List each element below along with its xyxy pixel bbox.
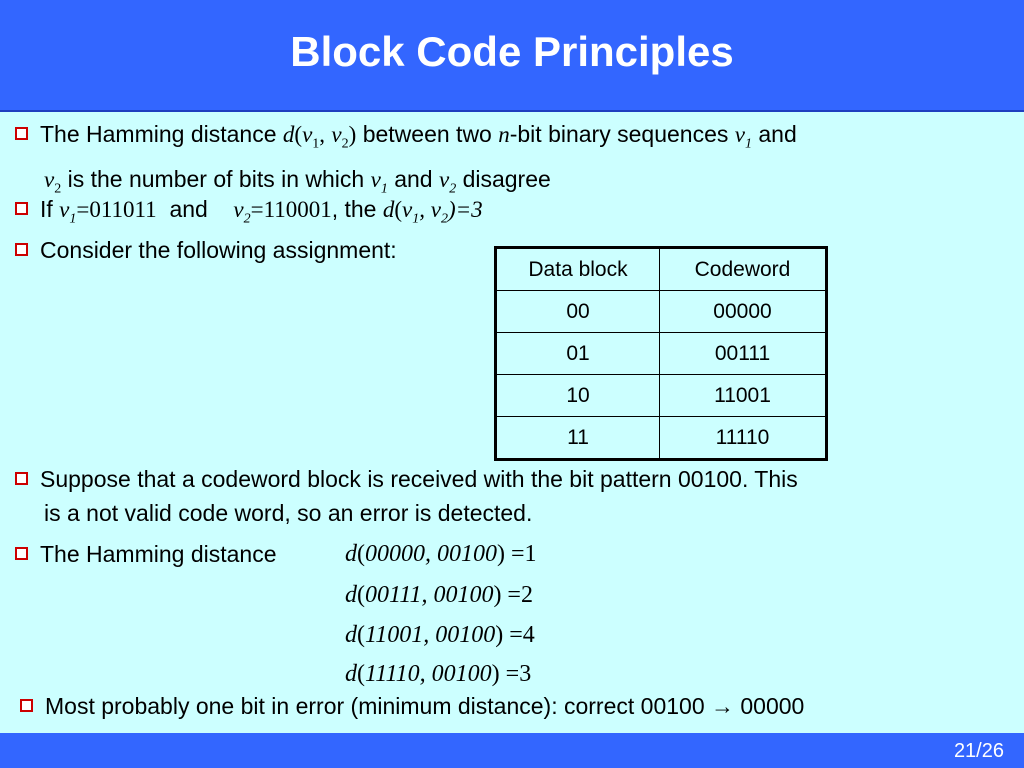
text: If	[40, 196, 60, 222]
math: v	[44, 166, 55, 192]
text: Consider the following assignment:	[40, 237, 397, 263]
math: v	[430, 197, 441, 222]
math: v	[331, 122, 342, 147]
checkbox-bullet-icon	[15, 202, 28, 215]
math: 2	[54, 181, 62, 197]
math: d	[282, 122, 295, 147]
table-cell: 11	[496, 417, 660, 460]
text: , the	[331, 196, 383, 222]
table-header: Data block	[496, 248, 660, 291]
checkbox-bullet-icon	[15, 472, 28, 485]
table-cell: 01	[496, 333, 660, 375]
distance-value: 2	[520, 582, 533, 608]
text: between two	[356, 121, 499, 147]
math: ,	[319, 122, 326, 147]
table-header: Codeword	[660, 248, 827, 291]
math: 1	[312, 136, 320, 152]
distance-value: 4	[522, 622, 535, 648]
distance-value: 1	[524, 541, 537, 567]
math: =011011	[76, 197, 157, 222]
table-row	[496, 291, 827, 333]
table-cell: 11001	[660, 375, 827, 417]
text: and	[169, 196, 215, 222]
page-number: 21/26	[953, 740, 1004, 762]
distance-args: 00111, 00100	[365, 582, 494, 608]
text: Suppose that a codeword block is received with the bit pattern 00100. This	[40, 466, 798, 492]
math: v	[438, 166, 450, 192]
bullet-hamming-definition: The Hamming distance $d(v_1$, $v_2$) between two n-bit binary sequences $v_1$ and $v_2$ is the number of bits in which $v_1$ and $v_2$ disagree	[15, 117, 1015, 206]
distance-line: d(11110, 00100) =3	[345, 661, 532, 687]
math: v	[402, 197, 413, 222]
checkbox-bullet-icon	[15, 243, 28, 256]
distance-value: 3	[519, 661, 532, 687]
math: )=3	[447, 197, 483, 222]
text: The Hamming distance	[40, 541, 277, 567]
math: 1	[69, 211, 77, 227]
assignment-table	[494, 246, 828, 461]
distance-line: d(11001, 00100) =4	[345, 622, 535, 648]
checkbox-bullet-icon	[15, 127, 28, 140]
text: disagree	[456, 165, 551, 192]
text: is the number of bits in which	[61, 165, 371, 192]
bullet-correction	[20, 689, 804, 723]
checkbox-bullet-icon	[20, 699, 33, 712]
table-row	[496, 333, 827, 375]
distance-line: d(00000, 00100) =1	[345, 541, 537, 567]
text: -bit binary sequences	[509, 121, 735, 147]
distance-args: 11110, 00100	[365, 661, 492, 687]
math: v	[302, 122, 313, 147]
text: The Hamming distance	[40, 121, 283, 147]
table-row	[496, 417, 827, 460]
bullet-received-pattern	[15, 462, 1015, 530]
math: 1	[412, 211, 420, 227]
math: v	[734, 122, 745, 147]
checkbox-bullet-icon	[15, 547, 28, 560]
distance-args: 00000, 00100	[365, 541, 497, 567]
math: =110001	[250, 197, 332, 222]
table-row	[496, 375, 827, 417]
math: 1	[744, 136, 752, 152]
math: 1	[380, 181, 388, 197]
math: 2	[440, 211, 448, 227]
math: n	[498, 122, 510, 147]
text: Most probably one bit in error (minimum distance): correct 00100 → 00000	[45, 693, 805, 719]
bullet-hamming-list	[15, 537, 277, 571]
math: v	[233, 197, 244, 222]
text: is a not valid code word, so an error is detected.	[44, 500, 533, 526]
title-bar	[0, 0, 1024, 112]
table-cell: 00111	[660, 333, 827, 375]
text: and	[751, 121, 797, 147]
math: 2	[341, 136, 349, 152]
table-cell: 11110	[660, 417, 827, 460]
math: d	[382, 197, 395, 222]
math: 2	[449, 181, 457, 197]
math: 2	[243, 211, 251, 227]
table-cell: 00	[496, 291, 660, 333]
bullet-assignment	[15, 233, 397, 267]
table-header-row	[496, 248, 827, 291]
math: v	[370, 166, 381, 192]
distance-line: d(00111, 00100) =2	[345, 582, 533, 608]
slide-title: Block Code Principles	[290, 28, 734, 75]
table-cell: 00000	[660, 291, 827, 333]
footer-bar	[0, 733, 1024, 768]
bullet-example: If $v_1=011011$ and $v_2=110001$, the $d(v_1$, $v_2)=3$	[15, 192, 483, 237]
math: v	[59, 197, 70, 222]
distance-args: 11001, 00100	[365, 622, 496, 648]
text: and	[387, 165, 439, 192]
table-cell: 10	[496, 375, 660, 417]
